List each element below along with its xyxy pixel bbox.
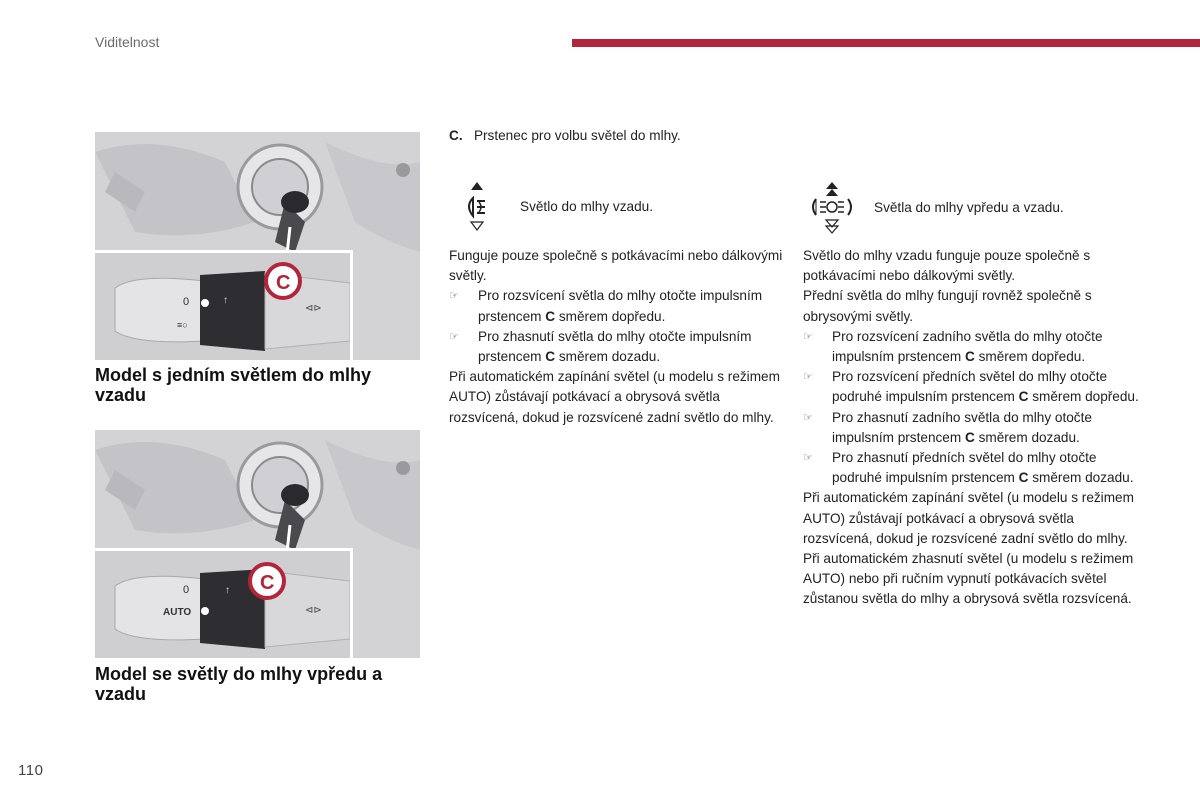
intro-line bbox=[449, 128, 681, 143]
instruction-item: ☞ Pro zhasnutí světla do mlhy otočte impulsním prstencem C směrem dozadu. bbox=[449, 328, 752, 365]
instruction-item: ☞ Pro rozsvícení světla do mlhy otočte impulsním prstencem C směrem dopředu. bbox=[449, 288, 763, 324]
instruction-item: ☞ Pro zhasnutí zadního světla do mlhy otočte impulsním prstencem C směrem dozadu. bbox=[803, 409, 1092, 445]
inset-label-turn: ⊲⊳ bbox=[305, 303, 322, 314]
inset-label-0: 0 bbox=[183, 584, 190, 596]
figure-front-rear-fog bbox=[95, 430, 420, 658]
inset-label-auto: AUTO bbox=[163, 607, 192, 618]
page-number: 110 bbox=[18, 762, 44, 779]
inset-label-0: 0 bbox=[183, 296, 190, 308]
inset-label-arrow: ↑ bbox=[225, 585, 230, 596]
pointer-icon: ☞ bbox=[803, 411, 813, 424]
intro-letter: C. bbox=[449, 128, 463, 143]
callout-c: C bbox=[276, 272, 291, 294]
figure-single-rear-fog bbox=[95, 132, 420, 360]
column-middle bbox=[449, 246, 784, 428]
paragraph: Světlo do mlhy vzadu funguje pouze společně s potkávacími nebo dálkovými světly. bbox=[803, 248, 1091, 284]
intro-text: Prstenec pro volbu světel do mlhy. bbox=[473, 128, 681, 143]
paragraph: Při automatickém zapínání světel (u modelu s režimem AUTO) zůstávají potkávací a obrysová světla rozsvícená, dokud je rozsvícené zadní světlo do mlhy. bbox=[449, 369, 780, 425]
pointer-icon: ☞ bbox=[803, 330, 813, 343]
caption-model-front-rear: Model se světly do mlhy vpředu a vzadu bbox=[95, 664, 383, 704]
rear-fog-lamp-icon bbox=[463, 180, 507, 236]
paragraph: Funguje pouze společně s potkávacími nebo dálkovými světly. bbox=[449, 248, 783, 284]
stalk-inset bbox=[95, 250, 353, 360]
callout-c: C bbox=[260, 572, 275, 594]
paragraph: Přední světla do mlhy fungují rovněž společně s obrysovými světly. bbox=[803, 288, 1092, 324]
paragraph: Při automatickém zapínání světel (u modelu s režimem AUTO) zůstávají potkávací a obrysová světla rozsvícená, dokud je rozsvícené zadní světlo do mlhy. bbox=[803, 490, 1134, 546]
section-title: Viditelnost bbox=[95, 34, 160, 50]
column-right bbox=[803, 246, 1143, 610]
stalk-inset-2 bbox=[95, 548, 353, 658]
caption-model-single: Model s jedním světlem do mlhy vzadu bbox=[95, 365, 372, 405]
instruction-item: ☞ Pro rozsvícení zadního světla do mlhy otočte impulsním prstencem C směrem dopředu. bbox=[803, 328, 1103, 365]
front-rear-fog-lamps-icon bbox=[810, 180, 858, 236]
paragraph: Při automatickém zhasnutí světel (u modelu s režimem AUTO) nebo při ručním vypnutí potkávacích světel zůstanou světla do mlhy a obrysová světla rozsvícená. bbox=[803, 551, 1134, 607]
front-rear-fog-label: Světla do mlhy vpředu a vzadu. bbox=[874, 200, 1064, 215]
pointer-icon: ☞ bbox=[803, 371, 813, 384]
pointer-icon: ☞ bbox=[449, 290, 459, 303]
instruction-item: ☞ Pro rozsvícení předních světel do mlhy otočte podruhé impulsním prstencem C směrem dopředu. bbox=[803, 369, 1139, 405]
pointer-icon: ☞ bbox=[449, 330, 459, 343]
inset-label-turn: ⊲⊳ bbox=[305, 605, 322, 616]
inset-label-arrow: ↑ bbox=[223, 295, 228, 306]
rear-fog-label: Světlo do mlhy vzadu. bbox=[520, 199, 653, 214]
inset-label-light: ≡○ bbox=[177, 320, 188, 330]
instruction-item: ☞ Pro zhasnutí předních světel do mlhy otočte podruhé impulsním prstencem C směrem dozadu. bbox=[803, 450, 1134, 486]
header-accent-bar bbox=[572, 39, 1200, 47]
pointer-icon: ☞ bbox=[803, 452, 813, 465]
